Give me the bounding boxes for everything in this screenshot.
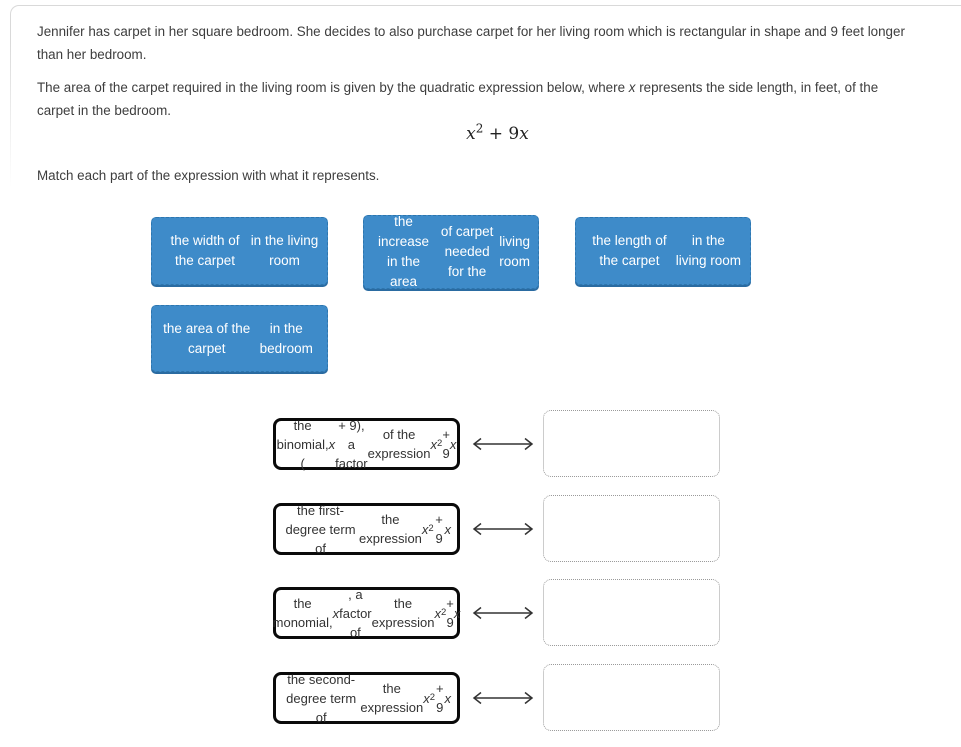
double-arrow-icon [464, 436, 542, 452]
drop-target-second-degree[interactable] [543, 664, 720, 731]
term-label-binomial-factor: the binomial, ( x + 9), a factor of the expression x 2 + 9 x [273, 418, 460, 470]
answer-tile-area-bedroom[interactable]: the area of the carpet in the bedroom [151, 305, 328, 372]
double-arrow-icon [464, 690, 542, 706]
match-instruction: Match each part of the expression with what it represents. [37, 168, 380, 183]
drop-target-first-degree[interactable] [543, 495, 720, 562]
drop-target-monomial-factor[interactable] [543, 579, 720, 646]
quadratic-expression: $x^2 + 9x$ [466, 121, 529, 144]
term-label-first-degree: the first-degree term of the expression x 2 + 9 x [273, 503, 460, 555]
double-arrow-icon [464, 605, 542, 621]
drop-target-binomial-factor[interactable] [543, 410, 720, 477]
problem-statement-2: The area of the carpet required in the living room is given by the quadratic expression below, where x represents the side length, in feet, of the carpet in the bedroom. [37, 80, 879, 118]
card-border-top [43, 5, 961, 6]
double-arrow-icon [464, 521, 542, 537]
term-label-monomial-factor: the monomial, x , a factor of the expression x 2 + 9 x [272, 586, 461, 640]
term-label-second-degree: the second-degree term of the expression x 2 + 9 x [273, 672, 460, 724]
problem-statement-1: Jennifer has carpet in her square bedroom. She decides to also purchase carpet for her living room which is rectangular in shape and 9 feet longer than her bedroom. [37, 24, 905, 62]
answer-tile-length-living-room[interactable]: the length of the carpet in the living room [575, 217, 751, 285]
answer-tile-increase-area[interactable]: the increase in the area of carpet needed for the living room [363, 215, 539, 289]
answer-tile-width-living-room[interactable]: the width of the carpet in the living room [151, 217, 328, 285]
card-border-left [10, 38, 11, 188]
